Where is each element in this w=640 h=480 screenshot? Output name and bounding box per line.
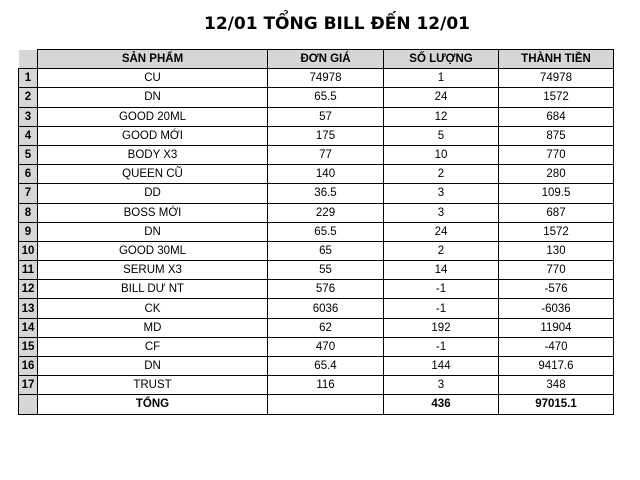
- cell-total: 875: [499, 126, 614, 145]
- cell-product: QUEEN CŨ: [38, 165, 268, 184]
- cell-product: CF: [38, 337, 268, 356]
- total-row: [19, 395, 614, 414]
- cell-price: 470: [268, 337, 384, 356]
- total-label: TỔNG: [38, 395, 268, 414]
- cell-product: SERUM X3: [38, 261, 268, 280]
- cell-quantity: 24: [384, 222, 499, 241]
- row-index: 1: [19, 69, 38, 88]
- cell-quantity: 3: [384, 376, 499, 395]
- cell-price: 65: [268, 241, 384, 260]
- cell-quantity: 2: [384, 165, 499, 184]
- header-total: THÀNH TIỀN: [499, 50, 614, 69]
- table-row: [19, 165, 614, 184]
- row-index: 16: [19, 357, 38, 376]
- header-quantity: SỐ LƯỢNG: [384, 50, 499, 69]
- header-row: [19, 50, 614, 69]
- cell-total: -576: [499, 280, 614, 299]
- cell-total: -6036: [499, 299, 614, 318]
- cell-quantity: 24: [384, 88, 499, 107]
- table-row: [19, 203, 614, 222]
- cell-price: 65.5: [268, 222, 384, 241]
- cell-total: 770: [499, 145, 614, 164]
- cell-quantity: 14: [384, 261, 499, 280]
- cell-total: -470: [499, 337, 614, 356]
- cell-total: 1572: [499, 222, 614, 241]
- row-index: 14: [19, 318, 38, 337]
- table-row: [19, 69, 614, 88]
- cell-total: 11904: [499, 318, 614, 337]
- header-price: ĐƠN GIÁ: [268, 50, 384, 69]
- cell-quantity: 5: [384, 126, 499, 145]
- cell-product: DN: [38, 88, 268, 107]
- corner-cell: [19, 50, 38, 69]
- table-row: [19, 299, 614, 318]
- total-price: [268, 395, 384, 414]
- cell-total: 1572: [499, 88, 614, 107]
- cell-quantity: -1: [384, 280, 499, 299]
- row-index: [19, 395, 38, 414]
- cell-product: MD: [38, 318, 268, 337]
- cell-price: 65.5: [268, 88, 384, 107]
- cell-product: GOOD 30ML: [38, 241, 268, 260]
- cell-total: 770: [499, 261, 614, 280]
- row-index: 5: [19, 145, 38, 164]
- cell-price: 57: [268, 107, 384, 126]
- row-index: 2: [19, 88, 38, 107]
- table-row: [19, 318, 614, 337]
- row-index: 8: [19, 203, 38, 222]
- cell-quantity: 192: [384, 318, 499, 337]
- table-row: [19, 88, 614, 107]
- row-index: 10: [19, 241, 38, 260]
- table-row: [19, 376, 614, 395]
- cell-price: 74978: [268, 69, 384, 88]
- bill-table: [18, 49, 614, 415]
- cell-quantity: 10: [384, 145, 499, 164]
- cell-product: BILL DƯ NT: [38, 280, 268, 299]
- cell-quantity: -1: [384, 337, 499, 356]
- cell-price: 65.4: [268, 357, 384, 376]
- cell-total: 348: [499, 376, 614, 395]
- cell-total: 109.5: [499, 184, 614, 203]
- header-product: SẢN PHẨM: [38, 50, 268, 69]
- cell-product: BOSS MỚI: [38, 203, 268, 222]
- row-index: 9: [19, 222, 38, 241]
- cell-price: 55: [268, 261, 384, 280]
- cell-total: 74978: [499, 69, 614, 88]
- cell-price: 6036: [268, 299, 384, 318]
- cell-price: 140: [268, 165, 384, 184]
- table-row: [19, 261, 614, 280]
- cell-price: 229: [268, 203, 384, 222]
- table-row: [19, 357, 614, 376]
- cell-price: 36.5: [268, 184, 384, 203]
- row-index: 11: [19, 261, 38, 280]
- cell-product: GOOD 20ML: [38, 107, 268, 126]
- cell-quantity: 144: [384, 357, 499, 376]
- cell-price: 576: [268, 280, 384, 299]
- row-index: 6: [19, 165, 38, 184]
- cell-product: CU: [38, 69, 268, 88]
- row-index: 15: [19, 337, 38, 356]
- cell-quantity: 12: [384, 107, 499, 126]
- cell-price: 175: [268, 126, 384, 145]
- table-row: [19, 241, 614, 260]
- row-index: 17: [19, 376, 38, 395]
- cell-product: DD: [38, 184, 268, 203]
- cell-quantity: 3: [384, 203, 499, 222]
- cell-total: 684: [499, 107, 614, 126]
- table-row: [19, 337, 614, 356]
- row-index: 13: [19, 299, 38, 318]
- total-amount: 97015.1: [499, 395, 614, 414]
- cell-quantity: 2: [384, 241, 499, 260]
- cell-product: CK: [38, 299, 268, 318]
- row-index: 12: [19, 280, 38, 299]
- cell-total: 130: [499, 241, 614, 260]
- cell-total: 9417.6: [499, 357, 614, 376]
- table-row: [19, 126, 614, 145]
- cell-product: DN: [38, 222, 268, 241]
- cell-price: 62: [268, 318, 384, 337]
- cell-product: BODY X3: [38, 145, 268, 164]
- table-row: [19, 280, 614, 299]
- cell-quantity: 1: [384, 69, 499, 88]
- row-index: 4: [19, 126, 38, 145]
- cell-total: 687: [499, 203, 614, 222]
- page-title: 12/01 TỔNG BILL ĐẾN 12/01: [204, 14, 470, 34]
- cell-price: 116: [268, 376, 384, 395]
- table-row: [19, 184, 614, 203]
- cell-quantity: 3: [384, 184, 499, 203]
- cell-quantity: -1: [384, 299, 499, 318]
- total-quantity: 436: [384, 395, 499, 414]
- table-row: [19, 145, 614, 164]
- cell-product: TRUST: [38, 376, 268, 395]
- cell-price: 77: [268, 145, 384, 164]
- cell-total: 280: [499, 165, 614, 184]
- table-row: [19, 107, 614, 126]
- cell-product: DN: [38, 357, 268, 376]
- table-row: [19, 222, 614, 241]
- cell-product: GOOD MỚI: [38, 126, 268, 145]
- row-index: 3: [19, 107, 38, 126]
- row-index: 7: [19, 184, 38, 203]
